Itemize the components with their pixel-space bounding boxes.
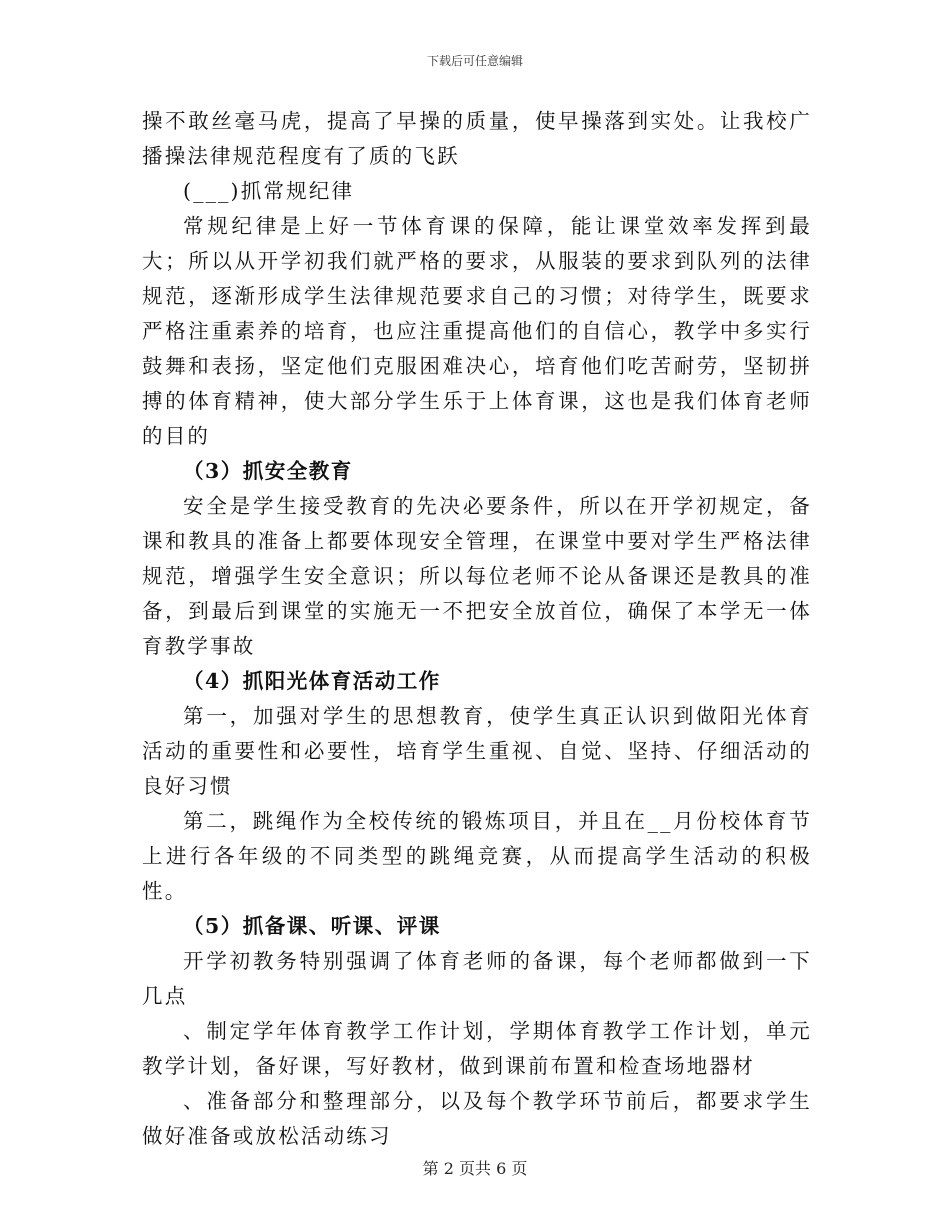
paragraph-routine-discipline: 常规纪律是上好一节体育课的保障，能让课堂效率发挥到最大；所以从开学初我们就严格的要求，从服装的要求到队列的法律规范，逐渐形成学生法律规范要求自己的习惯；对待学生，既要求严格注重素养的培育，也应注重提高他们的自信心，教学中多实行鼓舞和表扬，坚定他们克服困难决心，培育他们吃苦耐劳，坚韧拼搏的体育精神，使大部分学生乐于上体育课，这也是我们体育老师的目的 (142, 214, 812, 448)
page-header: 下载后可任意编辑 (426, 54, 523, 68)
paragraph-continuation: 操不敢丝毫马虎，提高了早操的质量，使早操落到实处。让我校广播操法律规范程度有了质的飞跃 (142, 109, 812, 168)
section-heading-routine-discipline: (___)抓常规纪律 (183, 179, 355, 203)
page-footer: 第 2 页共 6 页 (422, 1159, 528, 1178)
document-body (142, 104, 812, 1154)
paragraph-sunshine-first: 第一，加强对学生的思想教育，使学生真正认识到做阳光体育活动的重要性和必要性，培育学生重视、自觉、坚持、仔细活动的良好习惯 (142, 704, 812, 798)
paragraph-plan-list-item: 、制定学年体育教学工作计划，学期体育教学工作计划，单元教学计划，备好课，写好教材，做到课前布置和检查场地器材 (142, 1019, 812, 1078)
section-heading-sunshine-sports: （4）抓阳光体育活动工作 (183, 669, 441, 693)
paragraph-lesson-prep: 开学初教务特别强调了体育老师的备课，每个老师都做到一下几点 (142, 949, 812, 1008)
section-heading-safety: （3）抓安全教育 (183, 459, 353, 483)
section-heading-lesson-prep: （5）抓备课、听课、评课 (183, 914, 441, 938)
paragraph-warmup-list-item: 、准备部分和整理部分，以及每个教学环节前后，都要求学生做好准备或放松活动练习 (142, 1089, 812, 1148)
paragraph-safety: 安全是学生接受教育的先决必要条件，所以在开学初规定，备课和教具的准备上都要体现安全管理，在课堂中要对学生严格法律规范，增强学生安全意识；所以每位老师不论从备课还是教具的准备，到最后到课堂的实施无一不把安全放首位，确保了本学无一体育教学事故 (142, 494, 812, 658)
paragraph-sunshine-second: 第二，跳绳作为全校传统的锻炼项目，并且在__月份校体育节上进行各年级的不同类型的跳绳竞赛，从而提高学生活动的积极性。 (142, 809, 812, 903)
